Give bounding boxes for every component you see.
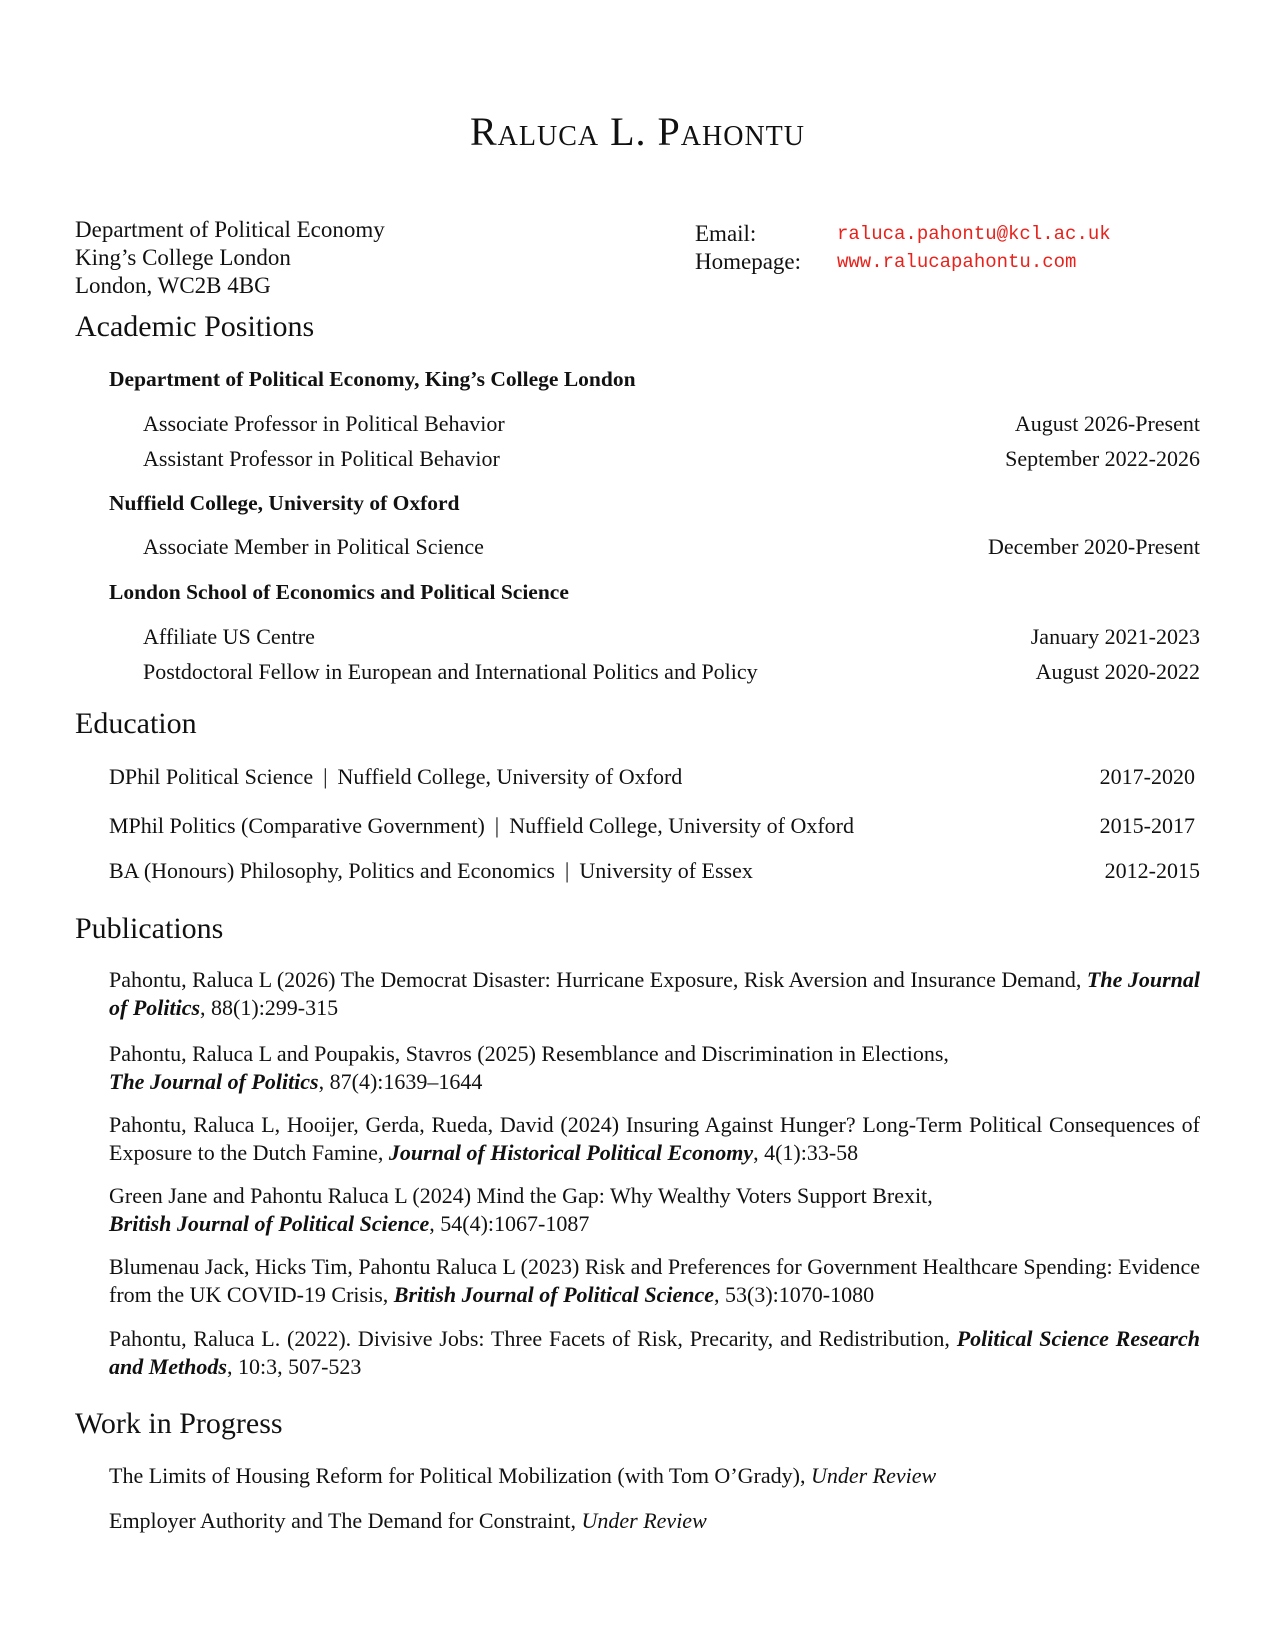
homepage-link[interactable]: www.ralucapahontu.com bbox=[837, 251, 1077, 273]
contact-block bbox=[695, 220, 1111, 276]
wip-entry bbox=[109, 1507, 707, 1535]
email-link[interactable]: raluca.pahontu@kcl.ac.uk bbox=[837, 223, 1111, 245]
position-dates: January 2021-2023 bbox=[1030, 624, 1200, 649]
org-name: Nuffield College, University of Oxford bbox=[109, 491, 460, 515]
position-role: Associate Professor in Political Behavior bbox=[143, 411, 505, 436]
section-title-academic: Academic Positions bbox=[75, 310, 315, 343]
position-role: Associate Member in Political Science bbox=[143, 534, 484, 559]
wip-status: Under Review bbox=[581, 1508, 707, 1533]
position-role: Postdoctoral Fellow in European and International Politics and Policy bbox=[143, 659, 758, 684]
email-row bbox=[695, 220, 1111, 248]
position-row bbox=[143, 446, 1200, 472]
cv-name: Raluca L. Pahontu bbox=[469, 109, 805, 154]
education-row bbox=[109, 764, 1195, 790]
position-dates: August 2026-Present bbox=[1014, 411, 1200, 436]
position-role: Assistant Professor in Political Behavior bbox=[143, 446, 500, 471]
publication-text: Pahontu, Raluca L and Poupakis, Stavros (2025) Resemblance and Discrimination in Elections, bbox=[109, 1041, 949, 1066]
address-block bbox=[75, 216, 385, 300]
education-years: 2017-2020 bbox=[1099, 764, 1195, 789]
education-separator: | bbox=[564, 858, 570, 883]
wip-status: Under Review bbox=[810, 1463, 937, 1488]
section-title-education: Education bbox=[75, 707, 197, 740]
publication-journal: British Journal of Political Science bbox=[393, 1282, 715, 1307]
publication-entry bbox=[109, 1040, 1200, 1096]
wip-title: Employer Authority and The Demand for Constraint, bbox=[109, 1508, 582, 1533]
publication-entry bbox=[109, 966, 1200, 1022]
education-row bbox=[109, 813, 1195, 839]
wip-entry bbox=[109, 1462, 936, 1490]
education-institution: Nuffield College, University of Oxford bbox=[509, 813, 855, 838]
publication-text: Pahontu, Raluca L, Hooijer, Gerda, Rueda, David (2024) Insuring Against Hunger? Long-Term Political Consequences of Exposure to the Dutch Famine, bbox=[109, 1112, 1200, 1165]
homepage-label: Homepage: bbox=[695, 249, 802, 274]
education-entry bbox=[109, 764, 682, 790]
section-title-work-in-progress: Work in Progress bbox=[75, 1407, 283, 1440]
publication-text: Pahontu, Raluca L (2026) The Democrat Disaster: Hurricane Exposure, Risk Aversion and Insurance Demand, bbox=[109, 967, 1087, 992]
publication-journal: British Journal of Political Science bbox=[109, 1211, 430, 1236]
position-row bbox=[143, 534, 1200, 560]
publication-details: , 54(4):1067-1087 bbox=[429, 1211, 590, 1236]
publication-entry bbox=[109, 1325, 1200, 1381]
publication-journal: The Journal of Politics bbox=[109, 967, 1200, 1020]
publication-entry bbox=[109, 1253, 1200, 1309]
position-role: Affiliate US Centre bbox=[143, 624, 315, 649]
position-row bbox=[143, 659, 1200, 685]
education-institution: Nuffield College, University of Oxford bbox=[337, 764, 683, 789]
position-row bbox=[143, 624, 1200, 650]
position-row bbox=[143, 411, 1200, 437]
publication-details: , 53(3):1070-1080 bbox=[714, 1282, 875, 1307]
publication-details: , 10:3, 507-523 bbox=[226, 1354, 362, 1379]
email-label: Email: bbox=[695, 221, 757, 246]
org-name: London School of Economics and Political Science bbox=[109, 580, 569, 604]
education-entry bbox=[109, 858, 753, 884]
education-separator: | bbox=[323, 764, 328, 789]
position-dates: September 2022-2026 bbox=[1005, 446, 1200, 471]
publication-journal: Journal of Historical Political Economy bbox=[388, 1140, 754, 1165]
education-separator: | bbox=[494, 813, 500, 838]
publication-text: Green Jane and Pahontu Raluca L (2024) Mind the Gap: Why Wealthy Voters Support Brexit, bbox=[109, 1183, 933, 1208]
position-dates: August 2020-2022 bbox=[1035, 659, 1200, 684]
homepage-row bbox=[695, 248, 1111, 276]
wip-title: The Limits of Housing Reform for Political Mobilization (with Tom O’Grady), bbox=[109, 1463, 811, 1488]
education-row bbox=[109, 858, 1200, 884]
education-degree: BA (Honours) Philosophy, Politics and Economics bbox=[109, 858, 555, 883]
publication-journal: The Journal of Politics bbox=[109, 1069, 319, 1094]
publication-entry bbox=[109, 1182, 1200, 1238]
publication-entry bbox=[109, 1111, 1200, 1167]
education-institution: University of Essex bbox=[579, 858, 753, 883]
publication-journal: Political Science Research and Methods bbox=[109, 1326, 1200, 1379]
section-title-publications: Publications bbox=[75, 912, 224, 945]
education-years: 2015-2017 bbox=[1099, 813, 1195, 838]
position-dates: December 2020-Present bbox=[988, 534, 1200, 559]
publication-details: , 4(1):33-58 bbox=[753, 1140, 859, 1165]
address-line: London, WC2B 4BG bbox=[75, 273, 271, 298]
org-name: Department of Political Economy, King’s College London bbox=[109, 367, 636, 391]
publication-text: Blumenau Jack, Hicks Tim, Pahontu Raluca L (2023) Risk and Preferences for Government Healthcare Spending: Evidence from the UK COVID-19 Crisis, bbox=[109, 1254, 1200, 1307]
education-degree: DPhil Political Science bbox=[109, 764, 314, 789]
education-degree: MPhil Politics (Comparative Government) bbox=[109, 813, 485, 838]
publication-text: Pahontu, Raluca L. (2022). Divisive Jobs: Three Facets of Risk, Precarity, and Redistribution, bbox=[109, 1326, 957, 1351]
education-entry bbox=[109, 813, 854, 839]
publication-details: , 88(1):299-315 bbox=[200, 995, 339, 1020]
address-line: King’s College London bbox=[75, 245, 291, 270]
address-line: Department of Political Economy bbox=[75, 217, 385, 242]
publication-details: , 87(4):1639–1644 bbox=[318, 1069, 483, 1094]
education-years: 2012-2015 bbox=[1104, 858, 1200, 883]
